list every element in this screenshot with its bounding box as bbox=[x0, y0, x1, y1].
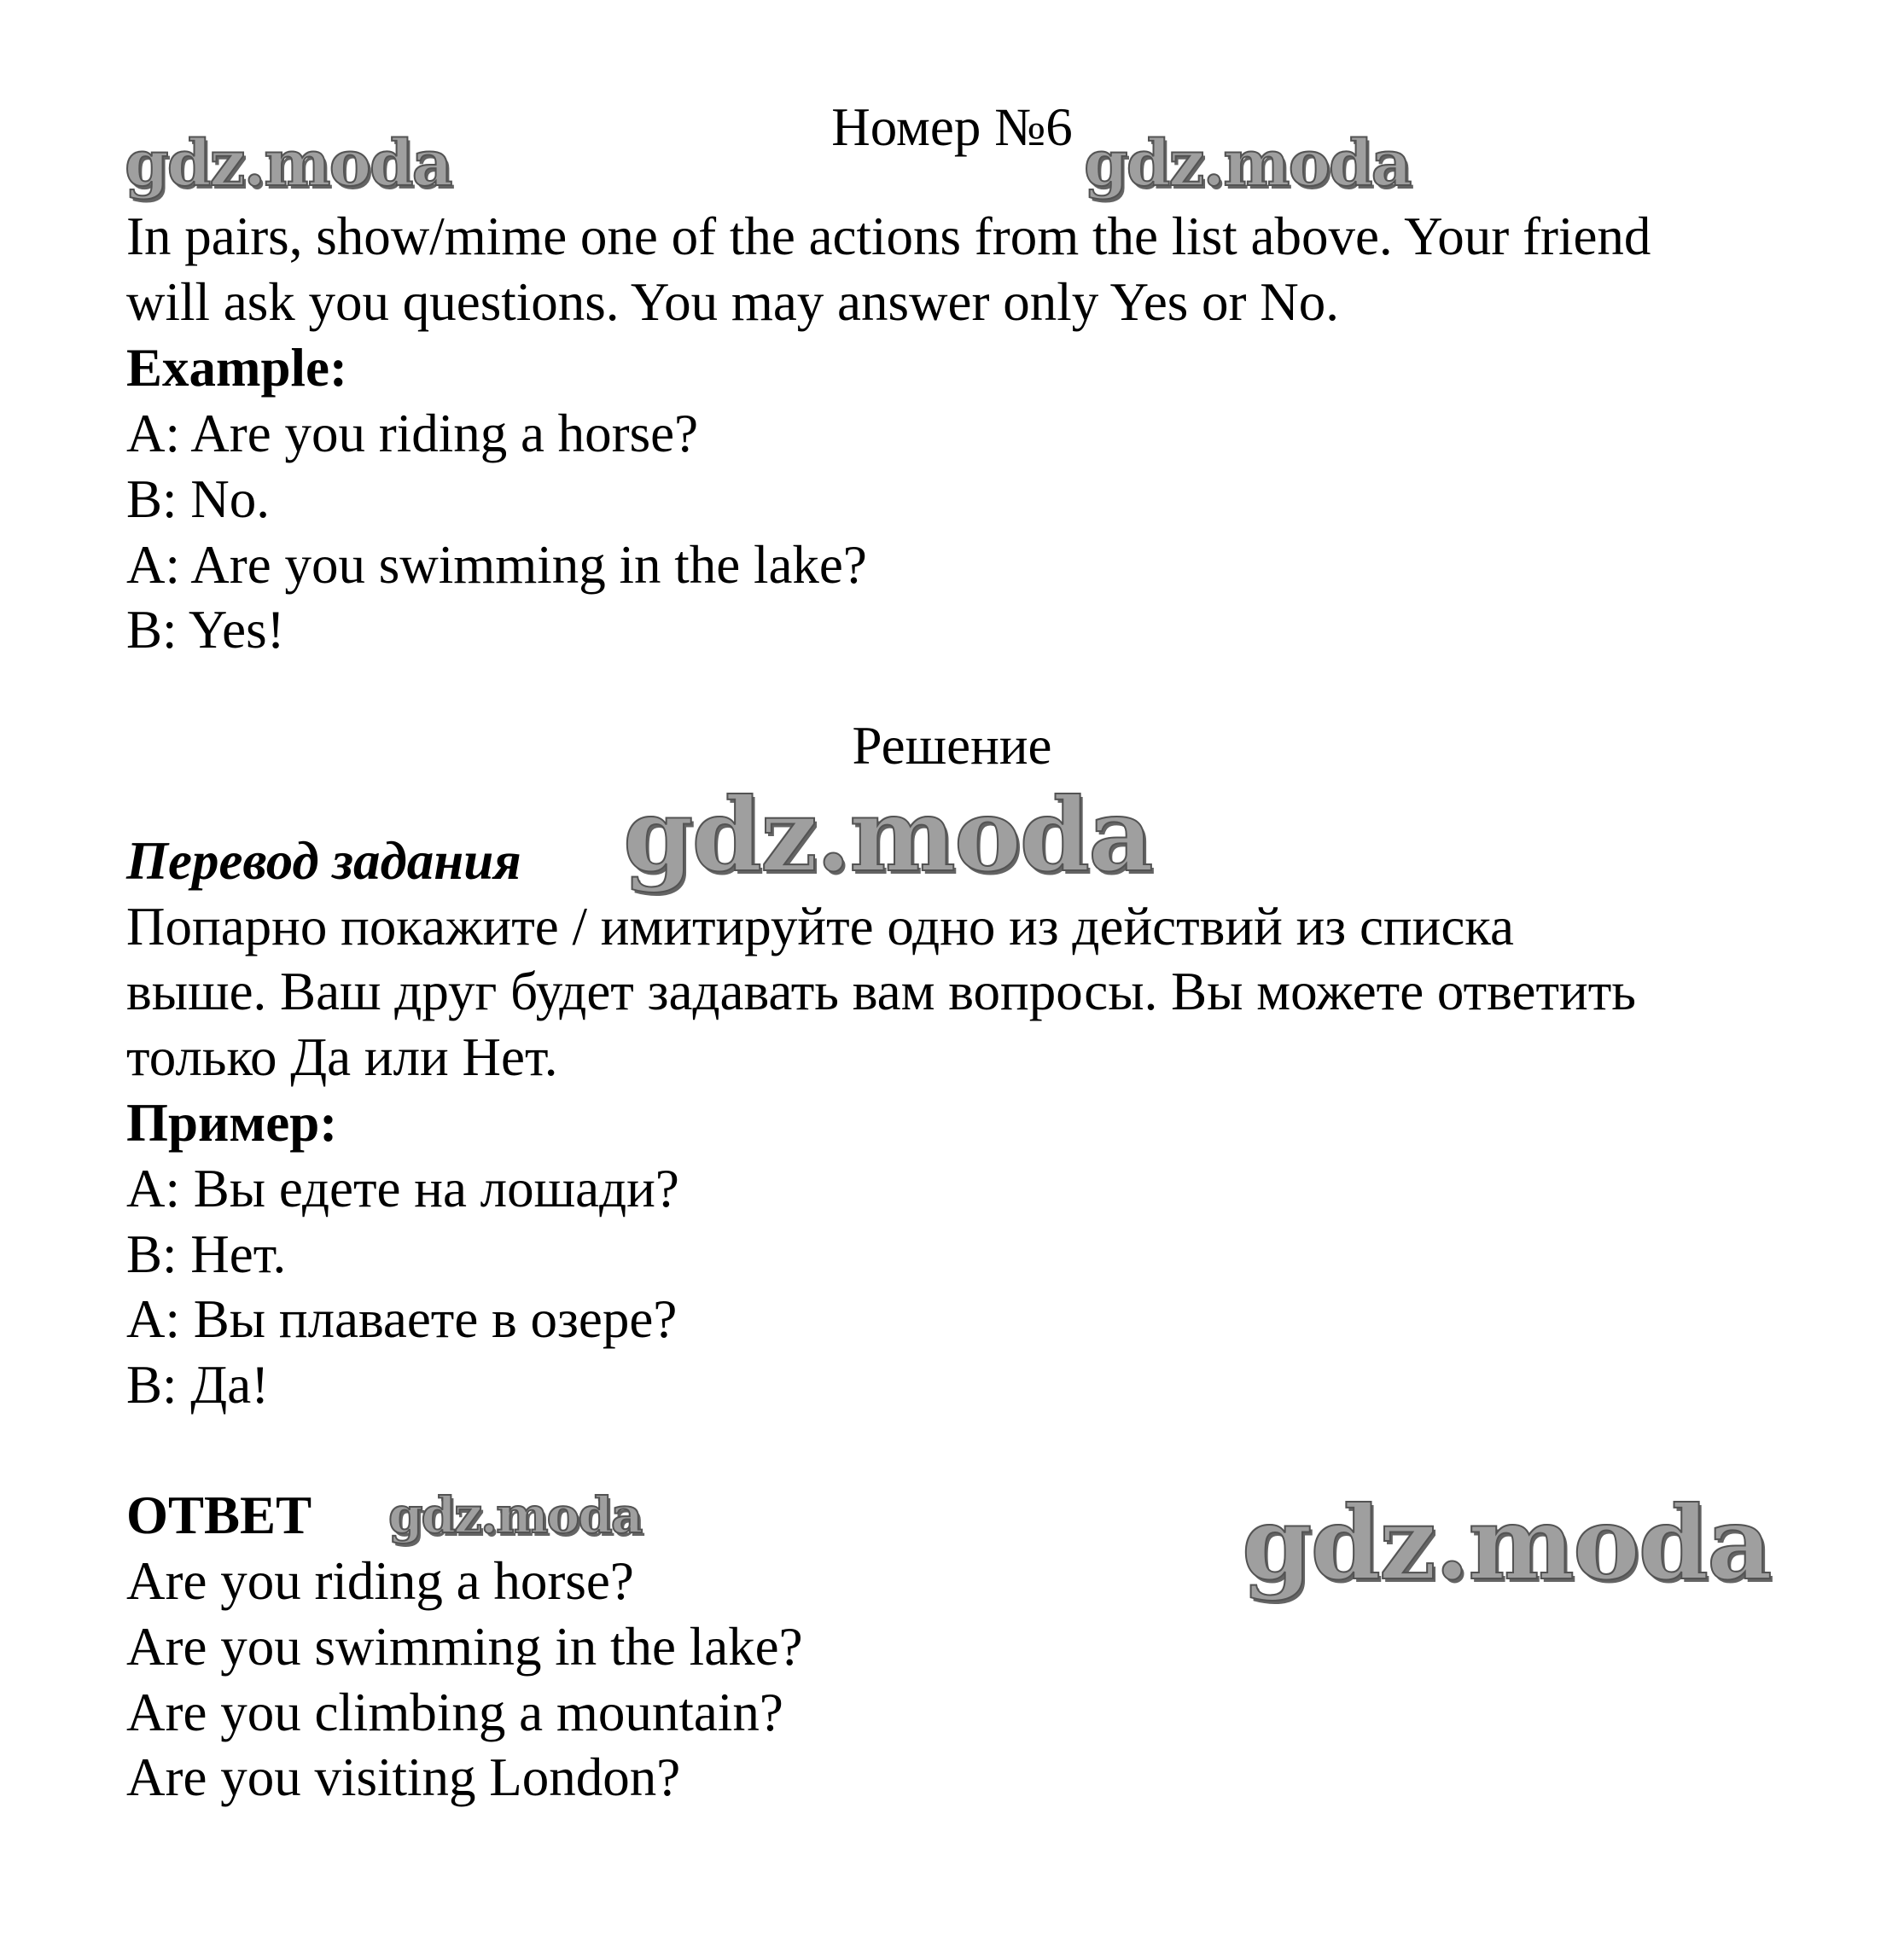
translation-line: выше. Ваш друг будет задавать вам вопросы. Вы можете ответить bbox=[126, 962, 1636, 1021]
translation-example-line: А: Вы едете на лошади? bbox=[126, 1159, 679, 1218]
task-line: In pairs, show/mime one of the actions from the list above. Your friend bbox=[126, 206, 1651, 266]
solution-heading: Решение bbox=[852, 716, 1052, 776]
translation-line: только Да или Нет. bbox=[126, 1027, 558, 1087]
example-line: B: Yes! bbox=[126, 600, 285, 660]
translation-example-line: В: Да! bbox=[126, 1355, 270, 1415]
answer-heading: ОТВЕТ bbox=[126, 1485, 312, 1545]
watermark: gdz.moda bbox=[1084, 127, 1411, 201]
example-line: A: Are you swimming in the lake? bbox=[126, 535, 867, 595]
translation-line: Попарно покажите / имитируйте одно из действий из списка bbox=[126, 897, 1514, 956]
watermark: gdz.moda bbox=[125, 127, 451, 201]
translation-example-line: В: Нет. bbox=[126, 1224, 287, 1284]
answer-line: Are you climbing a mountain? bbox=[126, 1683, 783, 1742]
example-line: A: Are you riding a horse? bbox=[126, 404, 699, 463]
watermark: gdz.moda bbox=[1242, 1484, 1771, 1602]
example-line: B: No. bbox=[126, 469, 271, 529]
page-title: Номер №6 bbox=[831, 97, 1073, 157]
watermark: gdz.moda bbox=[388, 1486, 642, 1544]
example-label: Example: bbox=[126, 338, 347, 398]
task-line: will ask you questions. You may answer only Yes or No. bbox=[126, 272, 1340, 332]
answer-line: Are you visiting London? bbox=[126, 1747, 681, 1807]
translation-example-label: Пример: bbox=[126, 1093, 338, 1153]
answer-line: Are you swimming in the lake? bbox=[126, 1617, 803, 1677]
answer-line: Are you riding a horse? bbox=[126, 1551, 634, 1611]
translation-heading: Перевод задания bbox=[126, 831, 521, 891]
translation-example-line: А: Вы плаваете в озере? bbox=[126, 1289, 678, 1349]
watermark: gdz.moda bbox=[623, 776, 1152, 894]
